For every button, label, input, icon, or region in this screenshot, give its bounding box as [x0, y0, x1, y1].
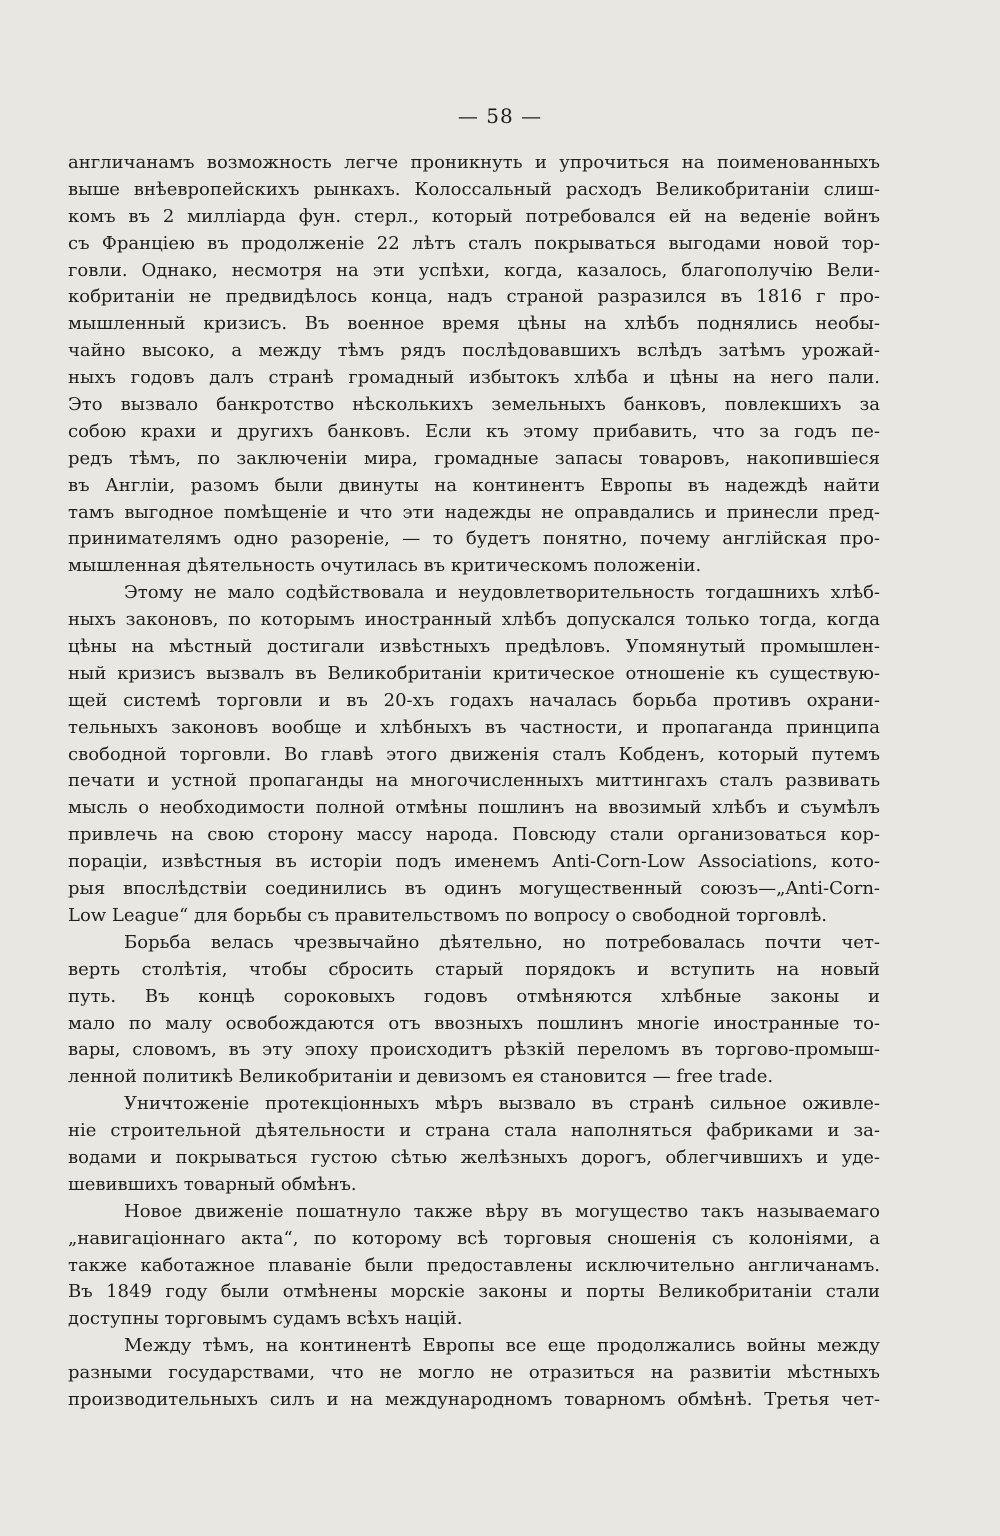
text-line: въ Англіи, разомъ были двинуты на континентъ Европы въ надеждѣ найти — [68, 474, 880, 496]
text-line: также каботажное плаваніе были предоставлены исключительно англичанамъ. — [68, 1254, 880, 1276]
text-line: производительныхъ силъ и на международномъ товарномъ обмѣнѣ. Третья чет- — [68, 1388, 880, 1410]
text-line: кобританіи не предвидѣлось конца, надъ страной разразился въ 1816 г про- — [68, 286, 880, 308]
text-line: тельныхъ законовъ вообще и хлѣбныхъ въ частности, и пропаганда принципа — [68, 716, 880, 738]
text-line: чайно высоко, а между тѣмъ рядъ послѣдовавшихъ вслѣдъ затѣмъ урожай- — [68, 340, 880, 362]
text-line: рыя впослѣдствіи соединились въ одинъ могущественный союзъ—„Anti-Corn- — [68, 878, 880, 900]
text-line: мысль о необходимости полной отмѣны пошлинъ на ввозимый хлѣбъ и съумѣлъ — [68, 797, 880, 819]
text-line: Между тѣмъ, на континентѣ Европы все еще продолжались войны между — [124, 1335, 880, 1357]
text-line: Этому не мало содѣйствовала и неудовлетворительность тогдашнихъ хлѣб- — [124, 582, 880, 604]
text-line: Это вызвало банкротство нѣсколькихъ земельныхъ банковъ, повлекшихъ за — [68, 394, 880, 416]
text-line: Борьба велась чрезвычайно дѣятельно, но потребовалась почти чет- — [124, 931, 880, 953]
text-line: водами и покрываться густою сѣтью желѣзныхъ дорогъ, облегчившихъ и уде- — [68, 1146, 880, 1168]
text-line: доступны торговымъ судамъ всѣхъ націй. — [68, 1308, 463, 1330]
text-line: печати и устной пропаганды на многочисленныхъ миттингахъ сталъ развивать — [68, 770, 880, 792]
text-line: принимателямъ одно разореніе, — то будетъ понятно, почему англійская про- — [68, 528, 880, 550]
body-text — [68, 150, 880, 1414]
text-line: щей системѣ торговли и въ 20-хъ годахъ началась борьба противъ охрани- — [68, 689, 880, 711]
text-line: пораціи, извѣстныя въ исторіи подъ именемъ Anti-Corn-Low Associations, кото- — [68, 851, 880, 873]
text-line: съ Франціею въ продолженіе 22 лѣтъ сталъ покрываться выгодами новой тор- — [68, 232, 880, 254]
text-line: свободной торговли. Во главѣ этого движенія сталъ Кобденъ, который путемъ — [68, 743, 880, 765]
text-line: выше внѣевропейскихъ рынкахъ. Колоссальный расходъ Великобританіи слиш- — [68, 178, 880, 200]
text-line: Новое движеніе пошатнуло также вѣру въ могущество такъ называемаго — [124, 1200, 880, 1222]
text-line: мышленная дѣятельность очутилась въ критическомъ положеніи. — [68, 555, 702, 577]
text-line: Low League“ для борьбы съ правительствомъ по вопросу о свободной торговлѣ. — [68, 904, 828, 926]
text-line: редъ тѣмъ, по заключеніи мира, громадные запасы товаровъ, накопившіеся — [68, 447, 880, 469]
text-line: собою крахи и другихъ банковъ. Если къ этому прибавить, что за годъ пе- — [68, 420, 880, 442]
text-line: разными государствами, что не могло не отразиться на развитіи мѣстныхъ — [68, 1362, 880, 1384]
text-line: ленной политикѣ Великобританіи и девизомъ ея становится — free trade. — [68, 1066, 774, 1088]
text-line: ныхъ законовъ, по которымъ иностранный хлѣбъ допускался только тогда, когда — [68, 609, 880, 631]
text-line: мышленный кризисъ. Въ военное время цѣны на хлѣбъ поднялись необы- — [68, 313, 880, 335]
text-line: говли. Однако, несмотря на эти успѣхи, когда, казалось, благополучію Вели- — [68, 259, 880, 281]
text-line: комъ въ 2 милліарда фун. стерл., который потребовался ей на веденіе войнъ — [68, 205, 880, 227]
text-line: путь. Въ концѣ сороковыхъ годовъ отмѣняются хлѣбные законы и — [68, 985, 880, 1007]
text-line: вары, словомъ, въ эту эпоху происходитъ рѣзкій переломъ въ торгово-промыш- — [68, 1039, 880, 1061]
text-line: шевившихъ товарный обмѣнъ. — [68, 1173, 357, 1195]
text-line: тамъ выгодное помѣщеніе и что эти надежды не оправдались и принесли пред- — [68, 501, 880, 523]
text-line: цѣны на мѣстный достигали извѣстныхъ предѣловъ. Упомянутый промышлен- — [68, 636, 880, 658]
text-line: ныхъ годовъ далъ странѣ громадный избытокъ хлѣба и цѣны на него пали. — [68, 367, 880, 389]
text-line: мало по малу освобождаются отъ ввозныхъ пошлинъ многіе иностранные то- — [68, 1012, 880, 1034]
text-line: англичанамъ возможность легче проникнуть и упрочиться на поименованныхъ — [68, 152, 880, 173]
text-line: привлечь на свою сторону массу народа. Повсюду стали организоваться кор- — [68, 824, 880, 846]
text-line: верть столѣтія, чтобы сбросить старый порядокъ и вступить на новый — [68, 958, 880, 980]
text-line: ный кризисъ вызвалъ въ Великобританіи критическое отношеніе къ существую- — [68, 662, 880, 684]
text-line: „навигаціоннаго акта“, по которому всѣ торговыя сношенія съ колоніями, а — [68, 1227, 880, 1249]
text-line: Уничтоженіе протекціонныхъ мѣръ вызвало въ странѣ сильное оживле- — [124, 1093, 880, 1115]
text-line: ніе строительной дѣятельности и страна стала наполняться фабриками и за- — [68, 1120, 880, 1142]
page-number: — 58 — — [457, 104, 543, 128]
text-line: Въ 1849 году были отмѣнены морскіе законы и порты Великобританіи стали — [68, 1281, 880, 1303]
